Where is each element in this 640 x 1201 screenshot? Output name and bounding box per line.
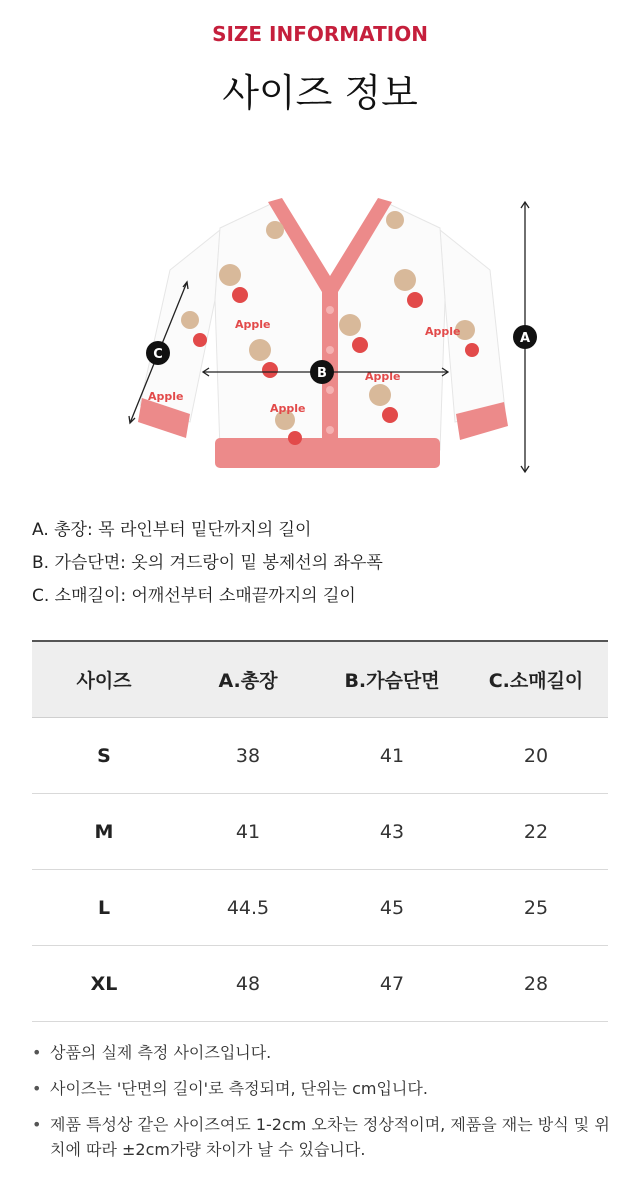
- table-cell: XL: [32, 946, 176, 1022]
- table-cell: 41: [176, 794, 320, 870]
- svg-text:Apple: Apple: [365, 370, 401, 383]
- column-header-size: 사이즈: [32, 641, 176, 718]
- table-cell: 48: [176, 946, 320, 1022]
- page-title: 사이즈 정보: [222, 71, 418, 115]
- table-cell: M: [32, 794, 176, 870]
- table-cell: 45: [320, 870, 464, 946]
- table-cell: 44.5: [176, 870, 320, 946]
- column-header-sleeve-length: C.소매길이: [464, 641, 608, 718]
- table-cell: 25: [464, 870, 608, 946]
- cardigan-size-diagram: [100, 190, 560, 490]
- column-header-total-length: A.총장: [176, 641, 320, 718]
- measure-line-a: [513, 202, 537, 472]
- table-cell: L: [32, 870, 176, 946]
- marker-b: B: [317, 366, 327, 381]
- table-row: [32, 794, 608, 870]
- svg-text:Apple: Apple: [235, 318, 271, 331]
- note-item: • 사이즈는 '단면의 길이'로 측정되며, 단위는 cm입니다.: [28, 1076, 618, 1101]
- table-cell: 22: [464, 794, 608, 870]
- size-table: [32, 640, 608, 1022]
- table-header-row: [32, 641, 608, 718]
- table-row: [32, 946, 608, 1022]
- table-row: [32, 718, 608, 794]
- svg-text:Apple: Apple: [425, 325, 461, 338]
- table-cell: 41: [320, 718, 464, 794]
- table-cell: 38: [176, 718, 320, 794]
- table-row: [32, 870, 608, 946]
- note-item: • 제품 특성상 같은 사이즈여도 1-2cm 오차는 정상적이며, 제품을 재는 방식 및 위치에 따라 ±2cm가량 차이가 날 수 있습니다.: [28, 1112, 618, 1162]
- brand-title: SIZE INFORMATION: [212, 22, 428, 46]
- notes-list: [28, 1040, 618, 1173]
- column-header-chest-width: B.가슴단면: [320, 641, 464, 718]
- svg-text:Apple: Apple: [270, 402, 306, 415]
- table-cell: 43: [320, 794, 464, 870]
- svg-text:Apple: Apple: [148, 390, 184, 403]
- note-item: • 상품의 실제 측정 사이즈입니다.: [28, 1040, 618, 1065]
- cardigan-illustration: [138, 198, 508, 468]
- description-c: C. 소매길이: 어깨선부터 소매끝까지의 길이: [32, 586, 356, 606]
- table-cell: 28: [464, 946, 608, 1022]
- marker-a: A: [519, 331, 531, 346]
- description-a: A. 총장: 목 라인부터 밑단까지의 길이: [32, 520, 312, 540]
- table-cell: 47: [320, 946, 464, 1022]
- table-cell: 20: [464, 718, 608, 794]
- marker-c: C: [153, 347, 163, 362]
- description-b: B. 가슴단면: 옷의 겨드랑이 밑 봉제선의 좌우폭: [32, 553, 383, 573]
- table-cell: S: [32, 718, 176, 794]
